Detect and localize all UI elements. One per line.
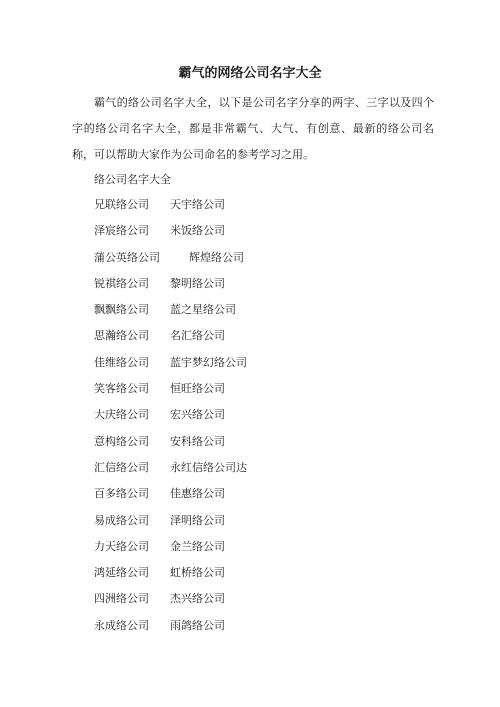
company-name-left: 力天络公司	[94, 539, 149, 553]
list-item	[94, 563, 434, 589]
company-name-right: 虹桥络公司	[170, 566, 225, 580]
company-name-right: 杰兴络公司	[170, 592, 225, 606]
company-name-left: 永成络公司	[94, 618, 149, 632]
company-name-right: 雨鸽络公司	[170, 618, 225, 632]
document-title: 霸气的网络公司名字大全	[178, 66, 322, 81]
list-item	[94, 248, 434, 274]
company-name-left: 兄联络公司	[94, 198, 149, 211]
company-name-right: 蓝之星络公司	[170, 303, 236, 317]
list-item	[94, 511, 434, 537]
list-item	[94, 458, 434, 484]
company-name-right: 宏兴络公司	[170, 408, 225, 422]
company-name-left: 飘飘络公司	[94, 303, 149, 317]
company-name-left: 意构络公司	[94, 434, 149, 448]
company-name-left: 笑客络公司	[94, 382, 149, 396]
company-name-right: 蓝宇梦幻络公司	[170, 355, 247, 369]
list-item	[94, 353, 434, 379]
company-name-right: 黎明络公司	[170, 276, 225, 290]
list-item	[94, 300, 434, 326]
company-name-left: 易成络公司	[94, 513, 149, 527]
list-item	[94, 379, 434, 405]
company-name-left: 锐祺络公司	[94, 276, 149, 290]
list-item	[94, 274, 434, 300]
company-name-left: 思瀚络公司	[94, 329, 149, 343]
company-name-left: 大庆络公司	[94, 408, 149, 422]
company-name-left: 鸿延络公司	[94, 566, 149, 580]
section-heading: 络公司名字大全	[94, 173, 171, 186]
list-item	[94, 326, 434, 352]
company-name-right: 名汇络公司	[170, 329, 225, 343]
list-item	[94, 537, 434, 563]
list-item	[94, 221, 434, 247]
company-name-left: 四洲络公司	[94, 592, 149, 606]
company-name-right: 天宇络公司	[170, 198, 225, 211]
company-name-left: 百多络公司	[94, 487, 149, 501]
company-name-right: 金兰络公司	[170, 539, 225, 553]
company-name-right: 安科络公司	[170, 434, 225, 448]
company-name-left: 汇信络公司	[94, 460, 149, 474]
list-item	[94, 616, 434, 642]
list-item	[94, 195, 434, 221]
company-name-right: 永红信络公司达	[170, 460, 247, 474]
list-item	[94, 432, 434, 458]
intro-paragraph: 霸气的络公司名字大全，以下是公司名字分享的两字、三字以及四个字的络公司名字大全，都是非常霸气、大气、有创意、最新的络公司名称，可以帮助大家作为公司命名的参考学习之用。	[72, 96, 434, 161]
company-name-left: 泽宸络公司	[94, 224, 149, 238]
list-item	[94, 405, 434, 431]
list-item	[94, 484, 434, 510]
company-name-left: 佳维络公司	[94, 355, 149, 369]
company-name-left: 蒲公英络公司	[94, 250, 160, 264]
company-name-right: 佳惠络公司	[170, 487, 225, 501]
company-name-right: 恒旺络公司	[170, 382, 225, 396]
company-name-right: 辉煌络公司	[189, 250, 244, 264]
list-item	[94, 589, 434, 615]
company-name-list	[94, 195, 434, 642]
company-name-right: 泽明络公司	[170, 513, 225, 527]
company-name-right: 米饭络公司	[170, 224, 225, 238]
